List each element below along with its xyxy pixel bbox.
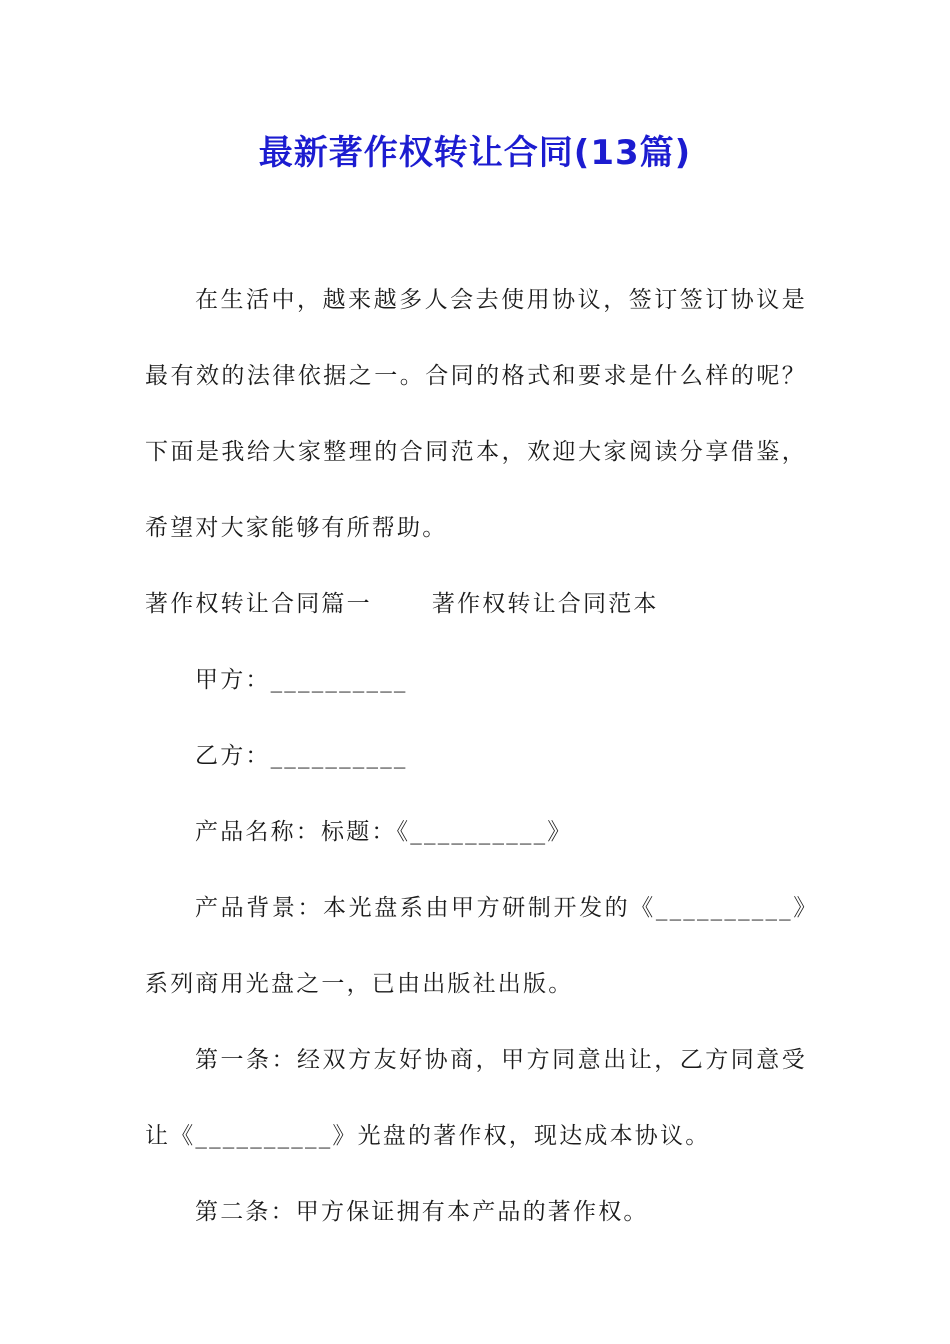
intro-paragraph: 在生活中，越来越多人会去使用协议，签订签订协议是最有效的法律依据之一。合同的格式和要求是什么样的呢？下面是我给大家整理的合同范本，欢迎大家阅读分享借鉴，希望对大家能够有所帮助。: [145, 287, 807, 541]
section-subtitle: 著作权转让合同范本: [431, 591, 659, 617]
article-2-paragraph: 第二条：甲方保证拥有本产品的著作权。: [195, 1199, 649, 1225]
article-1-paragraph: 第一条：经双方友好协商，甲方同意出让，乙方同意受让《__________》光盘的著作权，现达成本协议。: [145, 1047, 807, 1149]
section-heading-line: [145, 566, 807, 642]
document-title: 最新著作权转让合同(13篇): [258, 133, 692, 173]
party-b-line: 乙方：__________: [195, 743, 408, 769]
section-heading: 著作权转让合同篇一: [145, 591, 372, 617]
product-name-line: 产品名称：标题：《__________》: [195, 819, 573, 845]
product-background-paragraph: 产品背景：本光盘系由甲方研制开发的《__________》系列商用光盘之一，已由出版社出版。: [145, 895, 807, 997]
party-a-line: 甲方：__________: [195, 667, 408, 693]
document-body: [145, 262, 807, 1250]
